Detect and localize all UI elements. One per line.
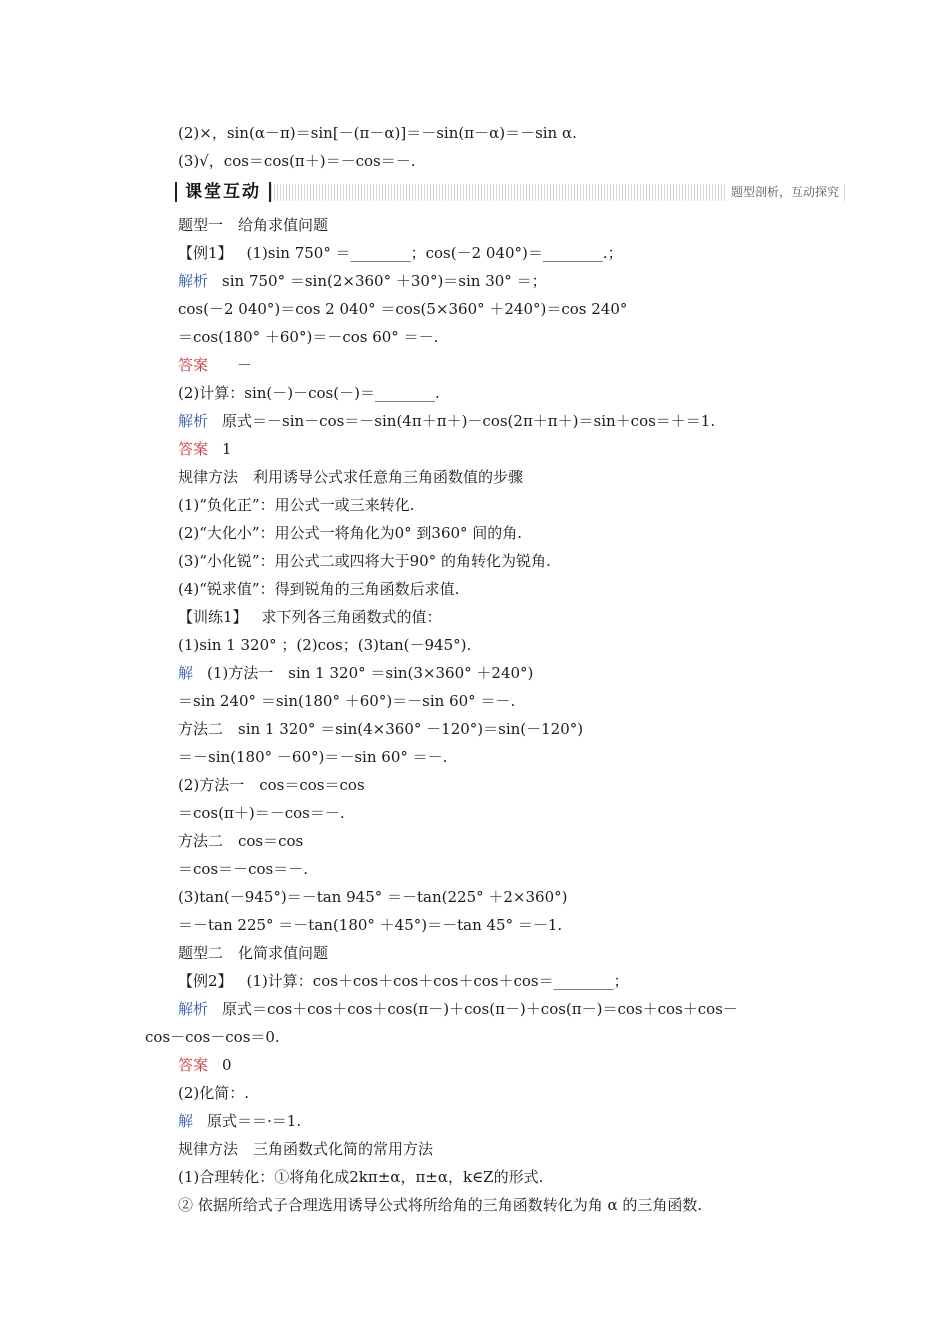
question2: (2)计算：sin(－)－cos(－)＝________. — [178, 384, 440, 402]
solution-line7: 方法二 cos＝cos — [178, 832, 304, 850]
method1-title: 规律方法 利用诱导公式求任意角三角函数值的步骤 — [178, 468, 524, 486]
method2-title: 规律方法 三角函数式化简的常用方法 — [178, 1140, 434, 1158]
answer1: 答案 － — [178, 356, 253, 374]
banner-bar-right — [269, 182, 271, 202]
answer-label: 答案 — [178, 1056, 209, 1074]
analysis3-line1: 解析 原式＝cos＋cos＋cos＋cos(π－)＋cos(π－)＋cos(π－)＝cos＋cos＋cos－ — [178, 1000, 738, 1018]
analysis2: 解析 原式＝－sin－cos＝－sin(4π＋π＋)－cos(2π＋π＋)＝sin＋cos＝＋＝1. — [178, 412, 716, 430]
training1: 【训练1】 求下列各三角函数式的值： — [178, 608, 442, 626]
method1-step3: (3)“小化锐”：用公式二或四将大于90° 的角转化为锐角. — [178, 552, 551, 570]
method1-step1: (1)“负化正”：用公式一或三来转化. — [178, 496, 415, 514]
analysis-label: 解析 — [178, 1000, 209, 1018]
solution-line3: 方法二 sin 1 320° ＝sin(4×360° －120°)＝sin(－120°) — [178, 720, 584, 738]
training1-items: (1)sin 1 320° ；(2)cos；(3)tan(－945°). — [178, 636, 472, 654]
solution-line2: ＝sin 240° ＝sin(180° ＋60°)＝－sin 60° ＝－. — [178, 692, 516, 710]
answer3: 答案 0 — [178, 1056, 232, 1074]
solution-label: 解 — [178, 1112, 194, 1130]
solution-line1: 解 (1)方法一 sin 1 320° ＝sin(3×360° ＋240°) — [178, 664, 534, 682]
banner-title: 课堂互动 — [185, 182, 261, 202]
analysis1-line3: ＝cos(180° ＋60°)＝－cos 60° ＝－. — [178, 328, 439, 346]
analysis1-line2: cos(－2 040°)＝cos 2 040° ＝cos(5×360° ＋240°)＝cos 240° — [178, 300, 628, 318]
question3: (2)化简：. — [178, 1084, 250, 1102]
analysis1-line1: 解析 sin 750° ＝sin(2×360° ＋30°)＝sin 30° ＝； — [178, 272, 547, 290]
banner-bar-left — [175, 182, 177, 202]
method1-step4: (4)“锐求值”：得到锐角的三角函数后求值. — [178, 580, 460, 598]
method1-step2: (2)“大化小”：用公式一将角化为0° 到360° 间的角. — [178, 524, 523, 542]
example1-label: 【例1】 — [178, 244, 233, 262]
answer-label: 答案 — [178, 356, 209, 374]
solution-line5: (2)方法一 cos＝cos＝cos — [178, 776, 365, 794]
solution2: 解 原式＝＝·＝1. — [178, 1112, 302, 1130]
example2-label: 【例2】 — [178, 972, 233, 990]
method2-step2: ② 依据所给式子合理选用诱导公式将所给角的三角函数转化为角 α 的三角函数. — [178, 1196, 703, 1214]
analysis-label: 解析 — [178, 412, 209, 430]
training-label: 【训练1】 — [178, 608, 248, 626]
answer-label: 答案 — [178, 440, 209, 458]
example2-text: (1)计算：cos＋cos＋cos＋cos＋cos＋cos＝________； — [246, 972, 629, 990]
solution-line8: ＝cos＝－cos＝－. — [178, 860, 309, 878]
example2 — [178, 971, 629, 991]
type1-heading: 题型一 给角求值问题 — [178, 216, 329, 234]
example1 — [178, 243, 623, 263]
answer2: 答案 1 — [178, 440, 232, 458]
analysis3-line2: cos－cos－cos＝0. — [145, 1028, 280, 1046]
section-banner — [175, 181, 847, 203]
banner-tag: 题型剖析，互动探究 — [727, 183, 843, 201]
top-line-2: (3)√，cos＝cos(π＋)＝－cos＝－. — [178, 152, 416, 170]
method2-step1: (1)合理转化：①将角化成2kπ±α，π±α，k∈Z的形式. — [178, 1168, 544, 1186]
type2-heading: 题型二 化简求值问题 — [178, 944, 329, 962]
solution-line9: (3)tan(－945°)＝－tan 945° ＝－tan(225° ＋2×360°) — [178, 888, 568, 906]
solution-line4: ＝－sin(180° －60°)＝－sin 60° ＝－. — [178, 748, 448, 766]
analysis-label: 解析 — [178, 272, 209, 290]
solution-label: 解 — [178, 664, 194, 682]
example1-text: (1)sin 750° ＝________；cos(－2 040°)＝________.； — [246, 244, 623, 262]
solution-line6: ＝cos(π＋)＝－cos＝－. — [178, 804, 345, 822]
top-line-1: (2)×，sin(α－π)＝sin[－(π－α)]＝－sin(π－α)＝－sin α. — [178, 124, 577, 142]
solution-line10: ＝－tan 225° ＝－tan(180° ＋45°)＝－tan 45° ＝－1. — [178, 916, 563, 934]
